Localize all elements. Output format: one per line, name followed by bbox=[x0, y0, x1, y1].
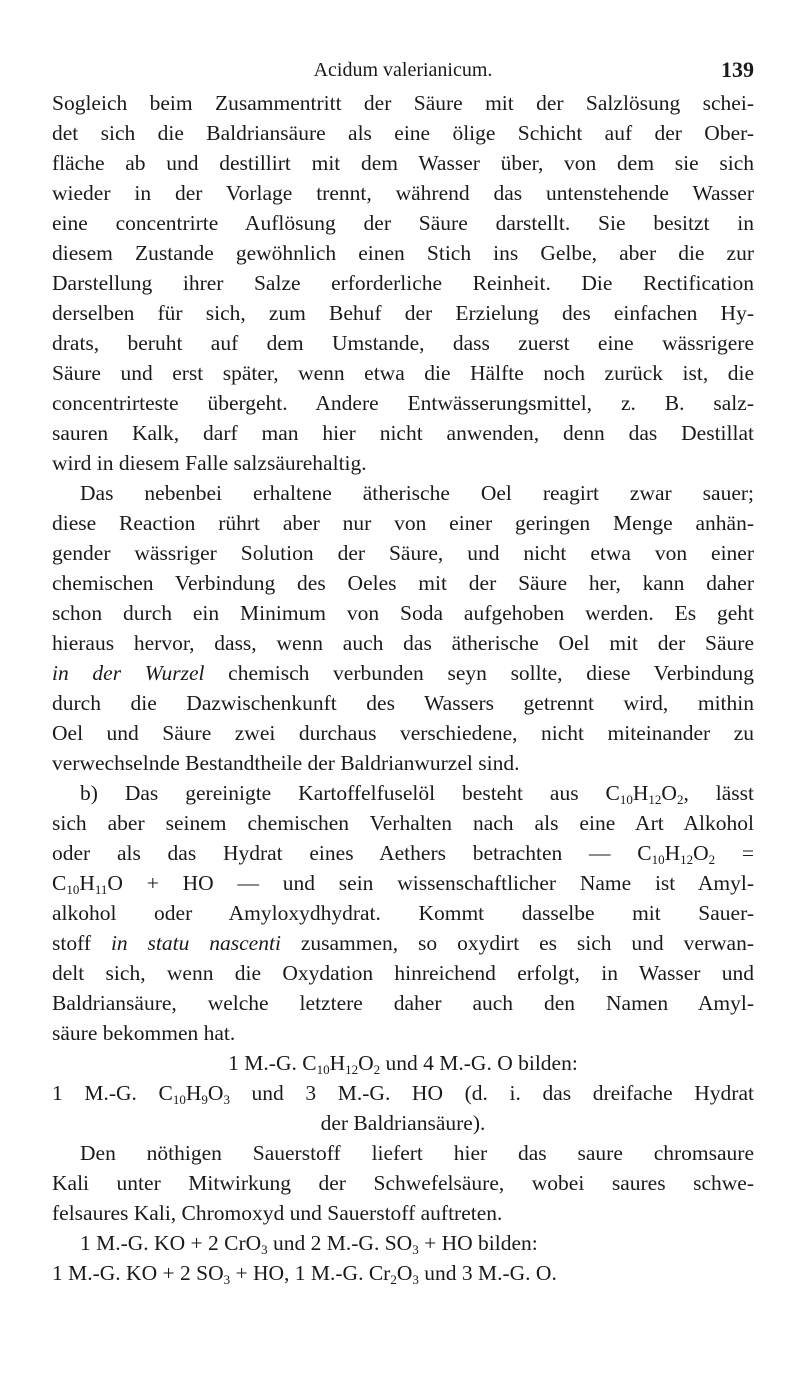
text-segment: oder als das Hydrat eines Aethers betrachten — C bbox=[52, 841, 652, 865]
subscript: 2 bbox=[373, 1062, 381, 1077]
text-line: wird in diesem Falle salzsäurehaltig. bbox=[52, 451, 367, 475]
text-line: Sogleich beim Zusammentritt der Säure mit der Salzlösung schei- bbox=[52, 91, 754, 115]
text-line: wieder in der Vorlage trennt, während das untenstehende Wasser bbox=[52, 181, 754, 205]
equation-block-chromate bbox=[52, 1228, 754, 1288]
text-line: concentrirteste übergeht. Andere Entwässerungsmittel, z. B. salz- bbox=[52, 391, 754, 415]
paragraph-oxygen-source bbox=[52, 1138, 754, 1228]
text-segment: H bbox=[632, 781, 649, 805]
subscript: 3 bbox=[223, 1092, 230, 1107]
text-segment: + HO, 1 M.-G. Cr bbox=[230, 1261, 391, 1285]
subscript: 10 bbox=[316, 1062, 330, 1077]
text-line: Kali unter Mitwirkung der Schwefelsäure, wobei saures schwe- bbox=[52, 1171, 754, 1195]
text-segment: stoff bbox=[52, 931, 111, 955]
text-segment: O bbox=[207, 1081, 224, 1105]
text-segment: C bbox=[52, 871, 67, 895]
subscript: 3 bbox=[412, 1272, 419, 1287]
text-segment: und 3 M.-G. HO (d. i. das dreifache Hydrat bbox=[229, 1081, 754, 1105]
text-segment: 1 M.-G. C bbox=[52, 1081, 173, 1105]
text-line bbox=[52, 778, 754, 808]
text-line: Oel und Säure zwei durchaus verschiedene, nicht miteinander zu bbox=[52, 721, 754, 745]
running-title: Acidum valerianicum. bbox=[313, 59, 493, 81]
subscript: 10 bbox=[66, 882, 80, 897]
text-segment: = bbox=[715, 841, 754, 865]
text-segment: O bbox=[693, 841, 709, 865]
equation-line: der Baldriansäure). bbox=[320, 1111, 486, 1135]
subscript: 9 bbox=[201, 1092, 208, 1107]
italic-phrase: in der Wurzel bbox=[52, 661, 205, 685]
text-line: schon durch ein Minimum von Soda aufgehoben werden. Es geht bbox=[52, 601, 754, 625]
text-line: säure bekommen hat. bbox=[52, 1021, 236, 1045]
text-line: derselben für sich, zum Behuf der Erzielung des einfachen Hy- bbox=[52, 301, 754, 325]
text-line: diesem Zustande gewöhnlich einen Stich ins Gelbe, aber die zur bbox=[52, 241, 754, 265]
text-line: det sich die Baldriansäure als eine ölige Schicht auf der Ober- bbox=[52, 121, 754, 145]
text-segment: H bbox=[329, 1051, 346, 1075]
text-segment: + HO bilden: bbox=[418, 1231, 538, 1255]
text-line: chemischen Verbindung des Oeles mit der Säure her, kann daher bbox=[52, 571, 754, 595]
running-header bbox=[52, 52, 754, 88]
text-line bbox=[52, 868, 754, 898]
subscript: 2 bbox=[390, 1272, 397, 1287]
text-segment: H bbox=[79, 871, 95, 895]
italic-phrase: in statu nascenti bbox=[110, 931, 281, 955]
text-line: Den nöthigen Sauerstoff liefert hier das saure chromsaure bbox=[80, 1141, 754, 1165]
subscript: 12 bbox=[680, 852, 694, 867]
equation-line bbox=[52, 1228, 754, 1258]
subscript: 12 bbox=[648, 792, 662, 807]
subscript: 10 bbox=[619, 792, 633, 807]
text-segment: 1 M.-G. C bbox=[228, 1051, 317, 1075]
subscript: 3 bbox=[412, 1242, 419, 1257]
subscript: 3 bbox=[223, 1272, 231, 1287]
text-line: Säure und erst später, wenn etwa die Hälfte noch zurück ist, die bbox=[52, 361, 754, 385]
equation-line bbox=[52, 1258, 754, 1288]
text-line: fläche ab und destillirt mit dem Wasser über, von dem sie sich bbox=[52, 151, 754, 175]
text-line: gender wässriger Solution der Säure, und nicht etwa von einer bbox=[52, 541, 754, 565]
text-segment: O + HO — und sein wissenschaftlicher Name ist Amyl- bbox=[107, 871, 754, 895]
text-line: Darstellung ihrer Salze erforderliche Reinheit. Die Rectification bbox=[52, 271, 754, 295]
text-line: felsaures Kali, Chromoxyd und Sauerstoff auftreten. bbox=[52, 1201, 503, 1225]
text-segment: chemisch verbunden seyn sollte, diese Verbindung bbox=[204, 661, 754, 685]
text-segment: , lässt bbox=[683, 781, 754, 805]
text-segment: zusammen, so oxydirt es sich und verwan- bbox=[280, 931, 755, 955]
text-segment: 1 M.-G. KO + 2 SO bbox=[52, 1261, 224, 1285]
subscript: 10 bbox=[172, 1092, 186, 1107]
text-segment: 1 M.-G. KO + 2 CrO bbox=[80, 1231, 262, 1255]
text-segment: H bbox=[185, 1081, 202, 1105]
subscript: 2 bbox=[676, 792, 684, 807]
text-line: Baldriansäure, welche letztere daher auch den Namen Amyl- bbox=[52, 991, 754, 1015]
text-line: Das nebenbei erhaltene ätherische Oel reagirt zwar sauer; bbox=[80, 481, 754, 505]
text-line: durch die Dazwischenkunft des Wassers getrennt wird, mithin bbox=[52, 691, 754, 715]
text-segment: und 3 M.-G. O. bbox=[418, 1261, 557, 1285]
subscript: 3 bbox=[261, 1242, 268, 1257]
subscript: 10 bbox=[651, 852, 665, 867]
text-line: delt sich, wenn die Oxydation hinreichend erfolgt, in Wasser und bbox=[52, 961, 754, 985]
paragraph-fusel-oil bbox=[52, 778, 754, 1048]
text-segment: und 2 M.-G. SO bbox=[267, 1231, 413, 1255]
text-segment: b) Das gereinigte Kartoffelfuselöl besteht aus C bbox=[80, 781, 620, 805]
text-segment: und 4 M.-G. O bilden: bbox=[380, 1051, 578, 1075]
equation-line bbox=[52, 1078, 754, 1108]
page-number: 139 bbox=[721, 57, 754, 82]
text-segment: H bbox=[664, 841, 681, 865]
text-line: drats, beruht auf dem Umstande, dass zuerst eine wässrigere bbox=[52, 331, 754, 355]
subscript: 12 bbox=[345, 1062, 359, 1077]
text-line: eine concentrirte Auflösung der Säure darstellt. Sie besitzt in bbox=[52, 211, 754, 235]
equation-line bbox=[52, 1048, 754, 1078]
text-line bbox=[52, 838, 754, 868]
text-line: sich aber seinem chemischen Verhalten nach als eine Art Alkohol bbox=[52, 811, 754, 835]
paragraph-ethereal-oil bbox=[52, 478, 754, 778]
subscript: 11 bbox=[94, 882, 108, 897]
text-line: diese Reaction rührt aber nur von einer geringen Menge anhän- bbox=[52, 511, 754, 535]
text-line: sauren Kalk, darf man hier nicht anwenden, denn das Destillat bbox=[52, 421, 754, 445]
text-line: alkohol oder Amyloxydhydrat. Kommt dasselbe mit Sauer- bbox=[52, 901, 754, 925]
text-segment: O bbox=[661, 781, 677, 805]
paragraph-rectification bbox=[52, 88, 754, 478]
text-segment: O bbox=[396, 1261, 413, 1285]
subscript: 2 bbox=[708, 852, 716, 867]
text-segment: O bbox=[358, 1051, 374, 1075]
text-line bbox=[52, 658, 754, 688]
text-line: verwechselnde Bestandtheile der Baldrianwurzel sind. bbox=[52, 751, 520, 775]
equation-block-oxidation bbox=[52, 1048, 754, 1138]
text-line: hieraus hervor, dass, wenn auch das ätherische Oel mit der Säure bbox=[52, 631, 754, 655]
text-line bbox=[52, 928, 754, 958]
